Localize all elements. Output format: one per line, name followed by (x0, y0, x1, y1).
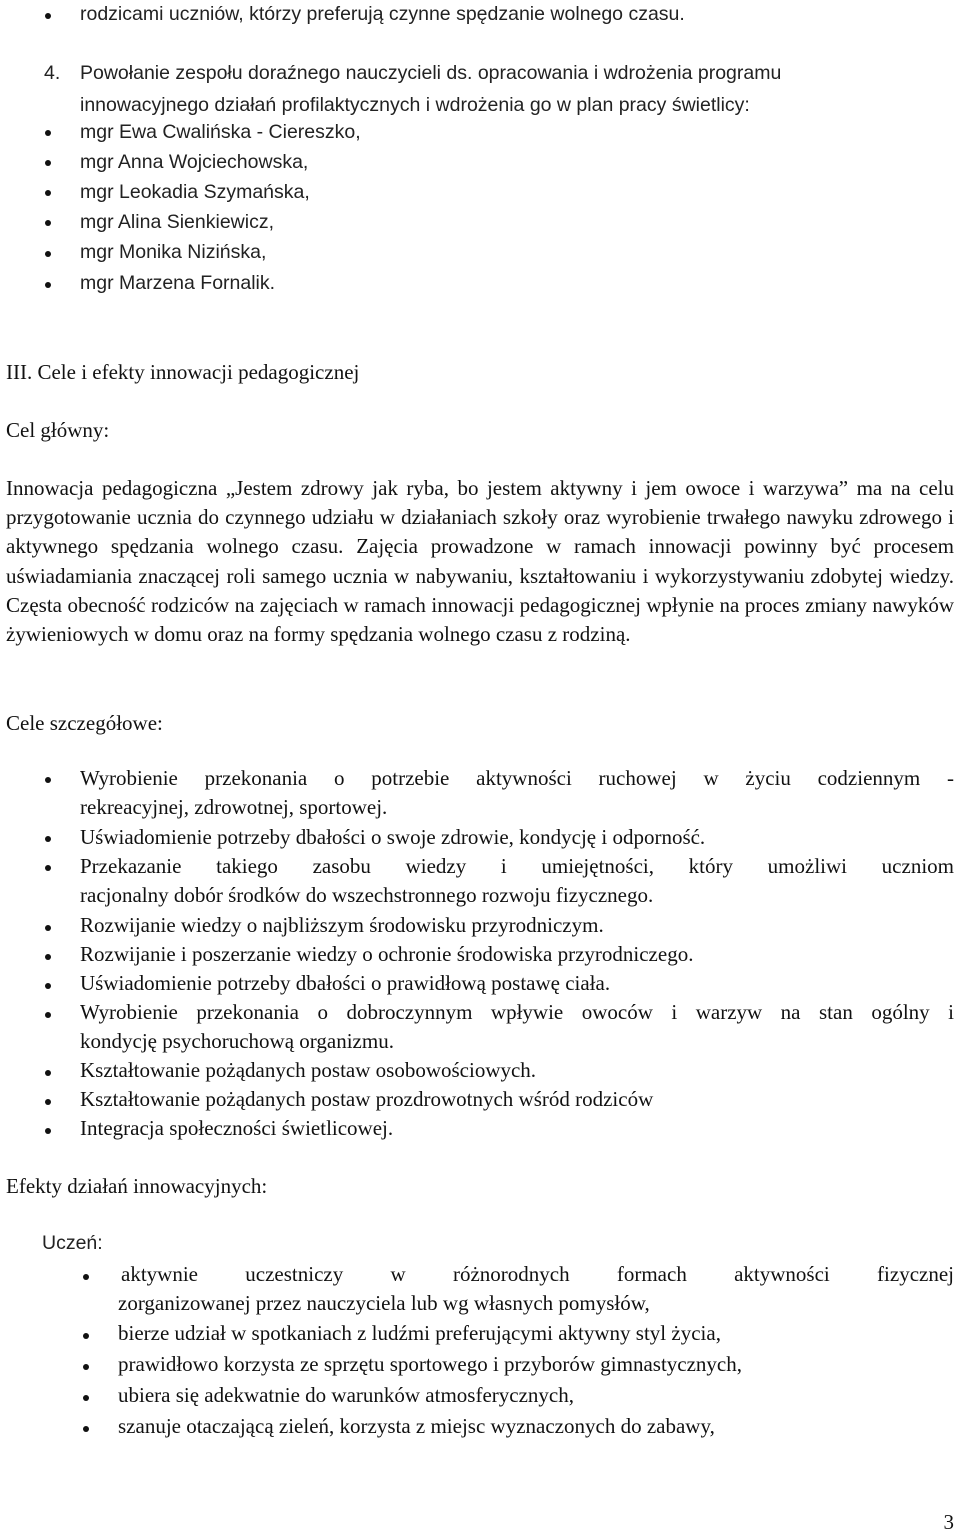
bullet-icon (83, 1395, 89, 1401)
team-member: mgr Anna Wojciechowska, (80, 151, 309, 173)
list-item-4-line1: Powołanie zespołu doraźnego nauczycieli ds. opracowania i wdrożenia programu (80, 62, 782, 84)
list-item: Kształtowanie pożądanych postaw prozdrowotnych wśród rodziców (80, 1087, 654, 1111)
bullet-icon (45, 983, 51, 989)
list-item-continuation: kondycję psychoruchową organizmu. (80, 1029, 394, 1053)
section-title: III. Cele i efekty innowacji pedagogicznej (6, 360, 360, 384)
bullet-icon (45, 1099, 51, 1105)
list-item-number: 4. (44, 62, 61, 84)
bullet-icon (45, 130, 51, 136)
bullet-icon (45, 865, 51, 871)
page-number: 3 (943, 1510, 954, 1534)
main-goal-heading: Cel główny: (6, 418, 110, 442)
team-member: mgr Alina Sienkiewicz, (80, 211, 274, 233)
list-item: Uświadomienie potrzeby dbałości o prawidłową postawę ciała. (80, 971, 611, 995)
bullet-icon (45, 836, 51, 842)
list-item-continued: rodzicami uczniów, którzy preferują czynne spędzanie wolnego czasu. (80, 3, 685, 25)
bullet-icon (45, 1128, 51, 1134)
list-item: Uświadomienie potrzeby dbałości o swoje zdrowie, kondycję i odporność. (80, 825, 706, 849)
list-item-4-line2: innowacyjnego działań profilaktycznych i wdrożenia go w plan pracy świetlicy: (80, 94, 750, 116)
bullet-icon (83, 1426, 89, 1432)
team-member: mgr Leokadia Szymańska, (80, 181, 310, 203)
bullet-icon (45, 13, 51, 19)
bullet-icon (45, 777, 51, 783)
list-item-continuation: zorganizowanej przez nauczyciela lub wg własnych pomysłów, (118, 1291, 650, 1315)
bullet-icon (83, 1333, 89, 1339)
list-item-continuation: rekreacyjnej, zdrowotnej, sportowej. (80, 795, 388, 819)
bullet-icon (45, 160, 51, 166)
bullet-icon (45, 282, 51, 288)
bullet-icon (45, 925, 51, 931)
list-item: ubiera się adekwatnie do warunków atmosferycznych, (118, 1383, 574, 1407)
main-goal-paragraph: Innowacja pedagogiczna „Jestem zdrowy jak ryba, bo jestem aktywny i jem owoce i warzywa” ma na celu przygotowanie ucznia do czynnego udziału w działaniach szkoły oraz wyrobienie trwałego nawyku zdrowego i aktywnego spędzania wolnego czasu. Zajęcia prowadzone w ramach innowacji powinny być procesem uświadamiania znaczącej roli samego ucznia w nabywaniu, kształtowaniu i wykorzystywaniu zdobytej wiedzy. Częsta obecność rodziców na zajęciach w ramach innowacji pedagogicznej wpłynie na proces zmiany nawyków żywieniowych w domu oraz na formy spędzania wolnego czasu z rodziną. (6, 476, 954, 647)
team-member: mgr Monika Nizińska, (80, 241, 267, 263)
list-item: Rozwijanie i poszerzanie wiedzy o ochronie środowiska przyrodniczego. (80, 942, 694, 966)
list-item: Rozwijanie wiedzy o najbliższym środowisku przyrodniczym. (80, 913, 604, 937)
bullet-icon (45, 1070, 51, 1076)
bullet-icon (45, 1012, 51, 1018)
list-item: bierze udział w spotkaniach z ludźmi preferującymi aktywny styl życia, (118, 1321, 721, 1345)
list-item: Przekazanie takiego zasobu wiedzy i umiejętności, który umożliwi uczniom (80, 854, 954, 878)
effects-heading: Efekty działań innowacyjnych: (6, 1174, 268, 1198)
team-member: mgr Marzena Fornalik. (80, 272, 276, 294)
bullet-icon (45, 190, 51, 196)
bullet-icon (83, 1364, 89, 1370)
list-item: szanuje otaczającą zieleń, korzysta z miejsc wyznaczonych do zabawy, (118, 1414, 715, 1438)
list-item: Wyrobienie przekonania o potrzebie aktywności ruchowej w życiu codziennym - (80, 766, 954, 790)
list-item: Wyrobienie przekonania o dobroczynnym wpływie owoców i warzyw na stan ogólny i (80, 1000, 954, 1024)
bullet-icon (45, 251, 51, 257)
bullet-icon (83, 1274, 89, 1280)
list-item: prawidłowo korzysta ze sprzętu sportowego i przyborów gimnastycznych, (118, 1352, 742, 1376)
specific-goals-heading: Cele szczegółowe: (6, 711, 163, 735)
list-item: Integracja społeczności świetlicowej. (80, 1116, 394, 1140)
list-item: aktywnie uczestniczy w różnorodnych formach aktywności fizycznej (121, 1262, 954, 1286)
bullet-icon (45, 220, 51, 226)
list-item-continuation: racjonalny dobór środków do wszechstronnego rozwoju fizycznego. (80, 883, 654, 907)
team-member: mgr Ewa Cwalińska - Ciereszko, (80, 121, 361, 143)
bullet-icon (45, 954, 51, 960)
student-label: Uczeń: (42, 1232, 103, 1254)
list-item: Kształtowanie pożądanych postaw osobowościowych. (80, 1058, 537, 1082)
